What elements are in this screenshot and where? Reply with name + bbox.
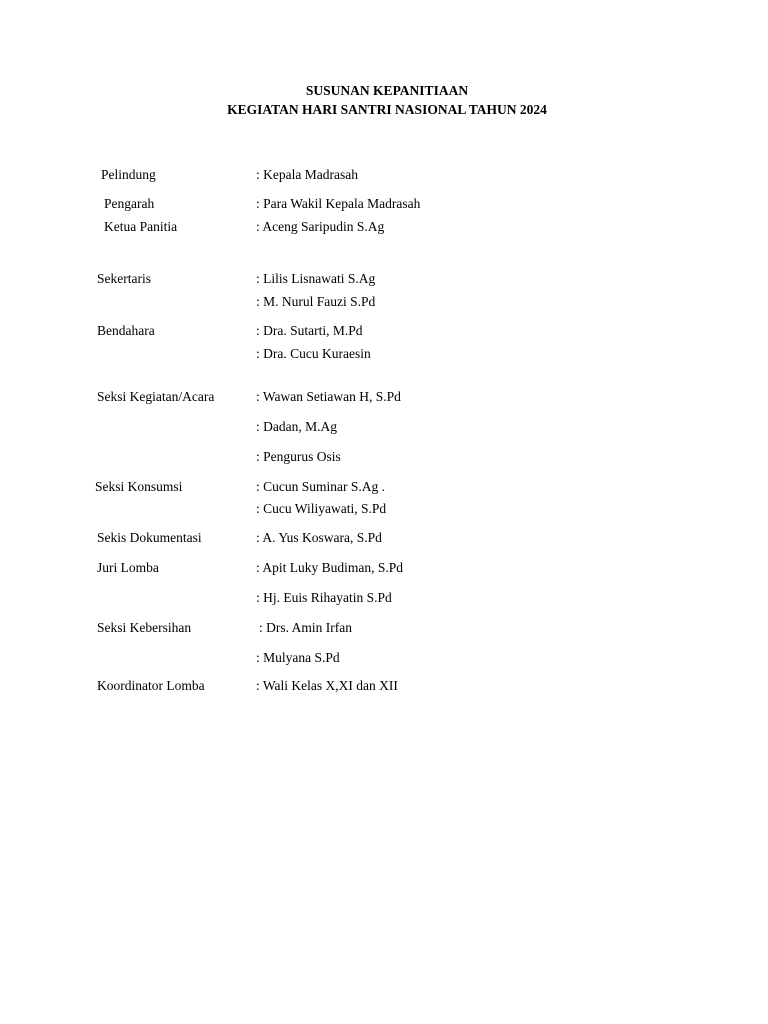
member-name: : Dadan, M.Ag <box>256 419 337 434</box>
role-label: Ketua Panitia <box>104 219 178 234</box>
member-name: : Para Wakil Kepala Madrasah <box>256 196 421 211</box>
member-name: : Lilis Lisnawati S.Ag <box>256 271 376 286</box>
role-label: Koordinator Lomba <box>97 678 205 693</box>
role-label: Juri Lomba <box>97 560 159 575</box>
member-name: : Apit Luky Budiman, S.Pd <box>256 560 404 575</box>
document-subtitle: KEGIATAN HARI SANTRI NASIONAL TAHUN 2024 <box>227 102 547 117</box>
role-label: Pengarah <box>104 196 155 211</box>
member-name: : A. Yus Koswara, S.Pd <box>256 530 382 545</box>
member-name: : M. Nurul Fauzi S.Pd <box>256 294 376 309</box>
role-label: Seksi Konsumsi <box>95 479 183 494</box>
member-name: : Cucu Wiliyawati, S.Pd <box>256 501 387 516</box>
member-name: : Wali Kelas X,XI dan XII <box>256 678 398 693</box>
role-label: Sekis Dokumentasi <box>97 530 202 545</box>
member-name: : Hj. Euis Rihayatin S.Pd <box>256 590 392 605</box>
member-name: : Dra. Sutarti, M.Pd <box>256 323 363 338</box>
member-name: : Kepala Madrasah <box>256 167 358 182</box>
member-name: : Wawan Setiawan H, S.Pd <box>256 389 401 404</box>
member-name: : Pengurus Osis <box>256 449 341 464</box>
role-label: Sekertaris <box>97 271 151 286</box>
member-name: : Cucun Suminar S.Ag . <box>256 479 386 494</box>
member-name: : Aceng Saripudin S.Ag <box>256 219 385 234</box>
member-name: : Drs. Amin Irfan <box>259 620 352 635</box>
role-label: Seksi Kegiatan/Acara <box>97 389 215 404</box>
member-name: : Dra. Cucu Kuraesin <box>256 346 371 361</box>
role-label: Bendahara <box>97 323 155 338</box>
document-title: SUSUNAN KEPANITIAAN <box>305 83 469 98</box>
role-label: Seksi Kebersihan <box>97 620 192 635</box>
role-label: Pelindung <box>101 167 156 182</box>
member-name: : Mulyana S.Pd <box>256 650 340 665</box>
